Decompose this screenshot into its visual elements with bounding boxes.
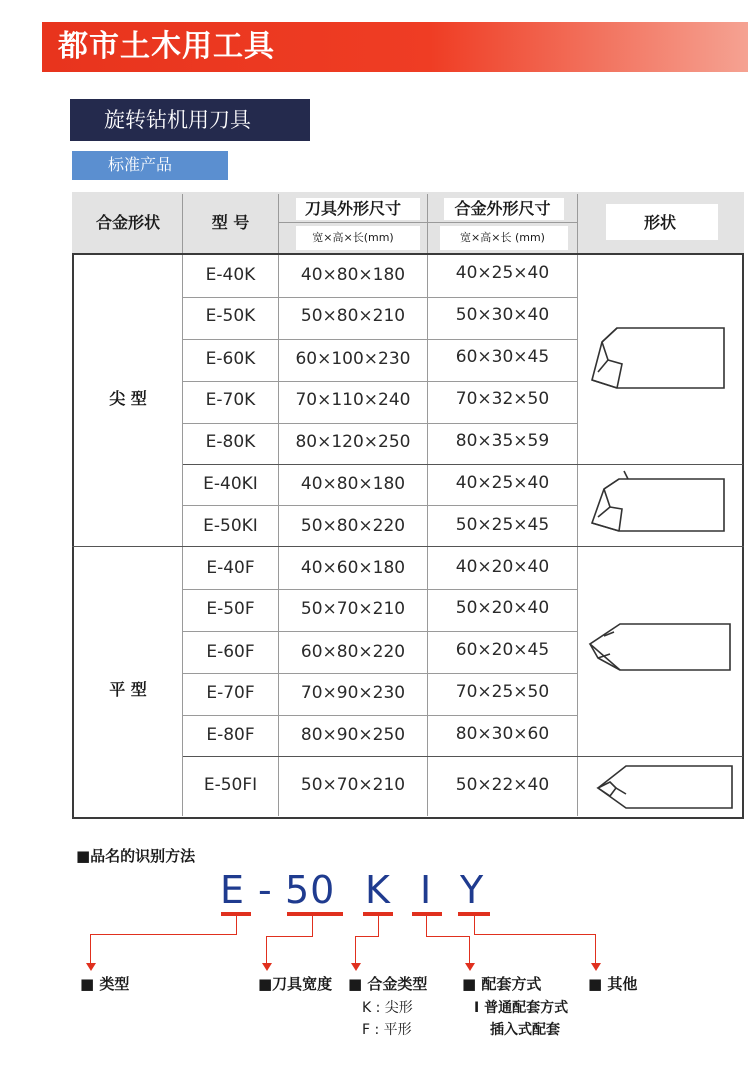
- legend-fitting: ■ 配套方式: [462, 975, 542, 993]
- divider: [278, 222, 577, 223]
- group-label-flat: 平 型: [109, 680, 147, 699]
- pointed-tool-drawing: [582, 320, 732, 392]
- group-divider: [72, 546, 744, 547]
- cell-model: E-80F: [206, 725, 255, 745]
- underline: [412, 912, 442, 916]
- cell-alloy-dims: 40×25×40: [455, 473, 550, 493]
- row-divider: [183, 673, 577, 674]
- cell-model: E-60F: [206, 642, 255, 662]
- connector: [426, 936, 470, 937]
- connector: [266, 936, 313, 937]
- cell-tool-dims: 40×80×180: [300, 265, 406, 285]
- connector: [236, 916, 237, 934]
- subsection-title: 标准产品: [108, 155, 173, 174]
- header-alloy-shape: 合金形状: [95, 213, 160, 232]
- row-divider: [183, 715, 577, 716]
- cell-tool-dims: 50×80×210: [300, 306, 406, 326]
- legend-alloy-type: ■ 合金类型: [348, 975, 428, 993]
- code-fitting-letter: I: [420, 868, 433, 912]
- cell-alloy-dims: 50×20×40: [455, 598, 550, 618]
- row-divider: [183, 589, 577, 590]
- connector: [355, 936, 356, 964]
- legend-width: ■刀具宽度: [258, 975, 333, 993]
- row-divider: [183, 339, 577, 340]
- cell-alloy-dims: 70×32×50: [455, 389, 550, 409]
- arrow-icon: [351, 963, 361, 971]
- underline: [287, 912, 343, 916]
- page-title: 都市土木用工具: [58, 29, 275, 64]
- naming-method-title: ■品名的识别方法: [76, 847, 196, 865]
- cell-model: E-70F: [206, 683, 255, 703]
- cell-tool-dims: 70×90×230: [300, 683, 406, 703]
- connector: [355, 936, 379, 937]
- arrow-icon: [262, 963, 272, 971]
- code-other-letter: Y: [460, 868, 485, 912]
- cell-tool-dims: 40×60×180: [300, 558, 406, 578]
- divider: [72, 253, 744, 255]
- code-hyphen: -: [258, 868, 273, 912]
- flat-tool-drawing: [584, 618, 734, 676]
- cell-alloy-dims: 80×30×60: [455, 724, 550, 744]
- cell-tool-dims: 70×110×240: [295, 390, 411, 410]
- cell-alloy-dims: 50×22×40: [455, 775, 550, 795]
- cell-tool-dims: 50×70×210: [300, 599, 406, 619]
- arrow-icon: [591, 963, 601, 971]
- connector: [90, 934, 237, 935]
- cell-model: E-40K: [205, 265, 256, 285]
- cell-alloy-dims: 50×30×40: [455, 305, 550, 325]
- cell-model: E-50F: [206, 599, 255, 619]
- connector: [312, 916, 313, 936]
- row-divider: [183, 631, 577, 632]
- cell-model: E-50FI: [203, 775, 258, 795]
- cell-model: E-70K: [205, 390, 256, 410]
- code-type-letter: E: [220, 868, 246, 912]
- arrow-icon: [465, 963, 475, 971]
- cell-tool-dims: 60×80×220: [300, 642, 406, 662]
- cell-alloy-dims: 50×25×45: [455, 515, 550, 535]
- header-alloy-dims: 合金外形尺寸: [454, 199, 551, 218]
- cell-tool-dims: 80×120×250: [295, 432, 411, 452]
- connector: [378, 916, 379, 936]
- row-divider: [183, 756, 743, 757]
- pointed-insert-tool-drawing: [584, 463, 734, 535]
- cell-alloy-dims: 40×25×40: [455, 263, 550, 283]
- connector: [426, 916, 427, 936]
- divider: [577, 194, 578, 816]
- header-tool-dims-unit: 宽×高×长(mm): [312, 231, 394, 244]
- header-model: 型 号: [211, 213, 250, 232]
- cell-tool-dims: 50×80×220: [300, 516, 406, 536]
- header-shape: 形状: [643, 213, 676, 232]
- connector: [595, 934, 596, 964]
- header-tool-dims: 刀具外形尺寸: [304, 199, 401, 218]
- cell-model: E-60K: [205, 349, 256, 369]
- cell-alloy-dims: 80×35×59: [455, 431, 550, 451]
- legend-alloy-f: F : 平形: [362, 1022, 412, 1038]
- legend-alloy-k: K : 尖形: [362, 1000, 413, 1016]
- row-divider: [183, 297, 577, 298]
- flat-insert-tool-drawing: [586, 760, 736, 814]
- legend-other: ■ 其他: [588, 975, 638, 993]
- legend-fitting-insert: 插入式配套: [490, 1022, 560, 1038]
- cell-tool-dims: 80×90×250: [300, 725, 406, 745]
- cell-tool-dims: 40×80×180: [300, 474, 406, 494]
- cell-tool-dims: 50×70×210: [300, 775, 406, 795]
- connector: [474, 934, 596, 935]
- section-title: 旋转钻机用刀具: [104, 108, 251, 132]
- legend-type: ■ 类型: [80, 975, 130, 993]
- connector: [90, 934, 91, 964]
- header-alloy-dims-unit: 宽×高×长 (mm): [460, 231, 545, 244]
- row-divider: [183, 423, 577, 424]
- arrow-icon: [86, 963, 96, 971]
- cell-model: E-50KI: [203, 516, 258, 536]
- cell-model: E-80K: [205, 432, 256, 452]
- cell-model: E-40KI: [203, 474, 258, 494]
- row-divider: [183, 381, 577, 382]
- legend-fitting-i: I 普通配套方式: [474, 1000, 569, 1016]
- cell-alloy-dims: 70×25×50: [455, 682, 550, 702]
- cell-model: E-40F: [206, 558, 255, 578]
- row-divider: [183, 505, 577, 506]
- code-alloy-letter: K: [365, 868, 391, 912]
- cell-alloy-dims: 60×30×45: [455, 347, 550, 367]
- connector: [266, 936, 267, 964]
- group-label-pointed: 尖 型: [109, 389, 147, 408]
- cell-tool-dims: 60×100×230: [295, 349, 411, 369]
- cell-model: E-50K: [205, 306, 256, 326]
- code-width-number: 50: [285, 868, 336, 912]
- connector: [474, 916, 475, 934]
- connector: [469, 936, 470, 964]
- cell-alloy-dims: 60×20×45: [455, 640, 550, 660]
- cell-alloy-dims: 40×20×40: [455, 557, 550, 577]
